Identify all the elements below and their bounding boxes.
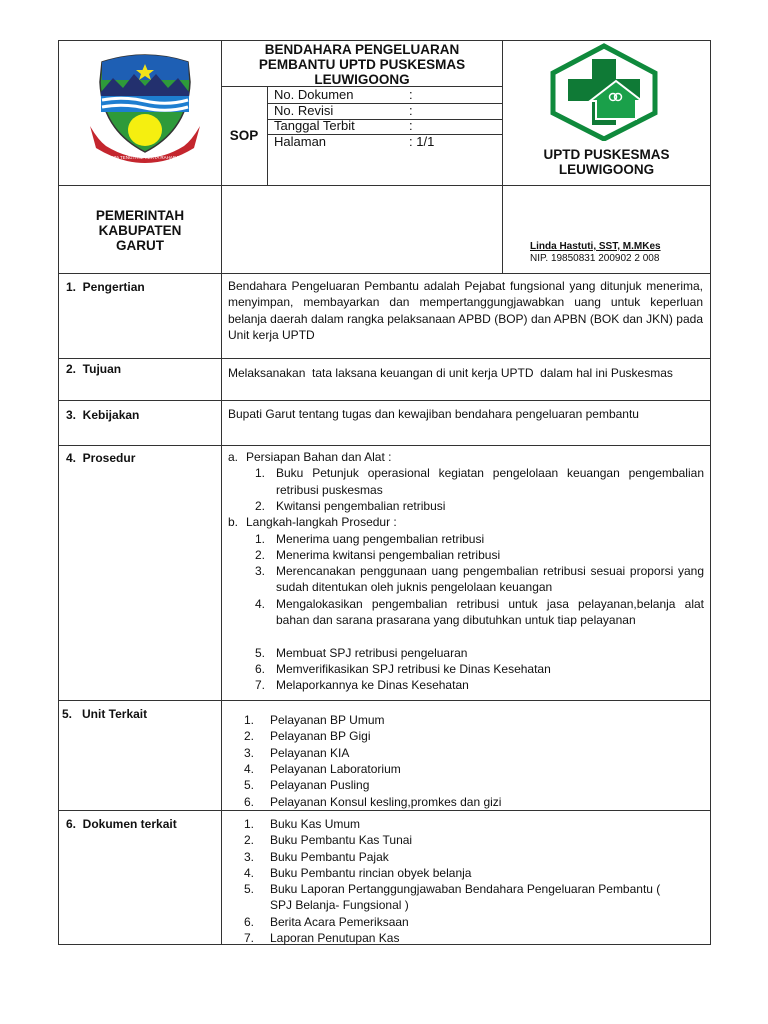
list-number: 4. [255,596,266,611]
org-line: LEUWIGOONG [558,162,655,177]
row-divider [58,700,711,701]
sop-label: SOP [229,128,259,143]
list-number: 3. [244,745,255,760]
unit-terkait-list [244,712,704,807]
garut-coat-of-arms-logo [88,52,203,170]
list-number: 5. [255,645,266,660]
list-item: Buku Pembantu Pajak [270,849,389,864]
list-number: 1. [255,531,266,546]
list-item: Laporan Penutupan Kas [270,931,400,946]
list-item: Merencanakan penggunaan uang pengembalian retribusi sesuai proporsi yang sudah ditentukan oleh juknis pengelolaan keuangan [276,564,704,595]
meta-value: : 1/1 [409,134,435,149]
list-number: 2. [255,498,266,513]
kebijakan-text: Bupati Garut tentang tugas dan kewajiban bendahara pengeluaran pembantu [228,407,639,421]
list-item: Buku Pembantu Kas Tunai [270,833,413,848]
list-number: 2. [244,729,255,744]
meta-label: Tanggal Terbit [274,118,355,133]
signatory-nip: NIP. 19850831 200902 2 008 [530,253,660,264]
list-item: Pelayanan Pusling [270,778,370,793]
gov-line: PEMERINTAH [95,208,185,223]
section-label-kebijakan: 3. Kebijakan [66,408,140,422]
row-divider [58,445,711,446]
list-item: Kwitansi pengembalian retribusi [276,498,446,513]
organization-name [503,147,710,177]
row-divider [58,273,711,274]
list-number: 1. [244,817,255,831]
list-item: Buku Pembantu rincian obyek belanja [270,865,472,880]
tujuan-text: Melaksanakan tata laksana keuangan di unit kerja UPTD dalam hal ini Puskesmas [228,366,673,380]
sop-divider [267,86,268,185]
list-item: Pelayanan Konsul kesling,promkes dan gizi [270,794,502,809]
meta-value: : [409,87,413,102]
meta-value: : [409,118,413,133]
list-number: 7. [255,678,266,693]
subsection-title: Langkah-langkah Prosedur : [246,515,397,530]
row-divider [58,810,711,811]
pengertian-text: Bendahara Pengeluaran Pembantu adalah Pejabat fungsional yang ditunjuk menerima, menyimpan, membayarkan dan mempertanggungjawabkan uang untuk keperluan belanja daerah dalam rangka pelaksanaan APBD (BOP) dan APBN (BOK dan JKN) pada Unit kerja UPTD [228,279,703,342]
document-title [222,42,502,87]
section-label-unit-terkait: 5. Unit Terkait [62,707,148,721]
list-number: 3. [255,564,266,579]
gov-line: GARUT [116,238,164,253]
meta-label: No. Dokumen [274,87,354,102]
org-line: UPTD PUSKESMAS [543,147,670,162]
list-item: Pelayanan KIA [270,745,350,760]
title-line: LEUWIGOONG [314,72,410,87]
list-item: Berita Acara Pemeriksaan [270,914,409,929]
row-divider [58,358,711,359]
list-marker: a. [228,450,239,464]
government-name [59,208,221,253]
gov-line: KABUPATEN [98,223,182,238]
list-item: Pelayanan BP Gigi [270,729,371,744]
list-number: 4. [244,761,255,776]
list-number: 1. [255,466,266,481]
meta-label: No. Revisi [274,103,334,118]
list-item: Melaporkannya ke Dinas Kesehatan [276,678,469,693]
list-number: 6. [244,794,255,809]
section-label-dokumen-terkait: 6. Dokumen terkait [66,817,177,831]
section-label-tujuan: 2. Tujuan [66,362,122,376]
list-number: 2. [255,547,266,562]
list-item: Memverifikasikan SPJ retribusi ke Dinas Kesehatan [276,661,551,676]
list-item: Pelayanan BP Umum [270,713,385,727]
list-number: 4. [244,865,255,880]
list-item: Buku Laporan Pertanggungjawaban Bendahara Pengeluaran Pembantu ( SPJ Belanja- Fungsional ) [270,882,661,913]
signatory-name: Linda Hastuti, SST, M.MKes [530,241,661,252]
title-line: BENDAHARA PENGELUARAN [264,42,460,57]
list-number: 5. [244,778,255,793]
dokumen-terkait-list [244,816,704,944]
list-item: Buku Kas Umum [270,817,361,831]
list-number: 6. [244,914,255,929]
meta-label: Halaman [274,134,327,149]
list-item: Mengalokasikan pengembalian retribusi untuk jasa pelayanan,belanja alat bahan dan sarana prasarana yang dibutuhkan untuk tiap pelayanan [276,596,704,627]
list-number: 5. [244,882,255,897]
list-item: Menerima kwitansi pengembalian retribusi [276,547,501,562]
subsection-title: Persiapan Bahan dan Alat : [246,450,392,464]
list-number: 7. [244,931,255,946]
prosedur-content [228,449,704,694]
list-marker: b. [228,515,239,530]
row-divider [58,400,711,401]
list-item: Buku Petunjuk operasional kegiatan pengelolaan keuangan pengembalian retribusi puskesmas [276,466,704,497]
list-number: 6. [255,661,266,676]
list-number: 2. [244,833,255,848]
list-number: 1. [244,713,255,727]
row-divider [58,185,711,186]
list-number: 3. [244,849,255,864]
section-label-pengertian: 1. Pengertian [66,280,145,294]
svg-text:TATA TENGTRIM KERTA RAHARJA: TATA TENGTRIM KERTA RAHARJA [108,155,182,160]
table-border-top [58,40,711,41]
puskesmas-logo [546,43,662,141]
section-label-prosedur: 4. Prosedur [66,451,136,465]
list-item: Membuat SPJ retribusi pengeluaran [276,645,468,660]
meta-value: : [409,103,413,118]
list-item: Menerima uang pengembalian retribusi [276,531,485,546]
title-line: PEMBANTU UPTD PUSKESMAS [258,57,466,72]
list-item: Pelayanan Laboratorium [270,761,401,776]
